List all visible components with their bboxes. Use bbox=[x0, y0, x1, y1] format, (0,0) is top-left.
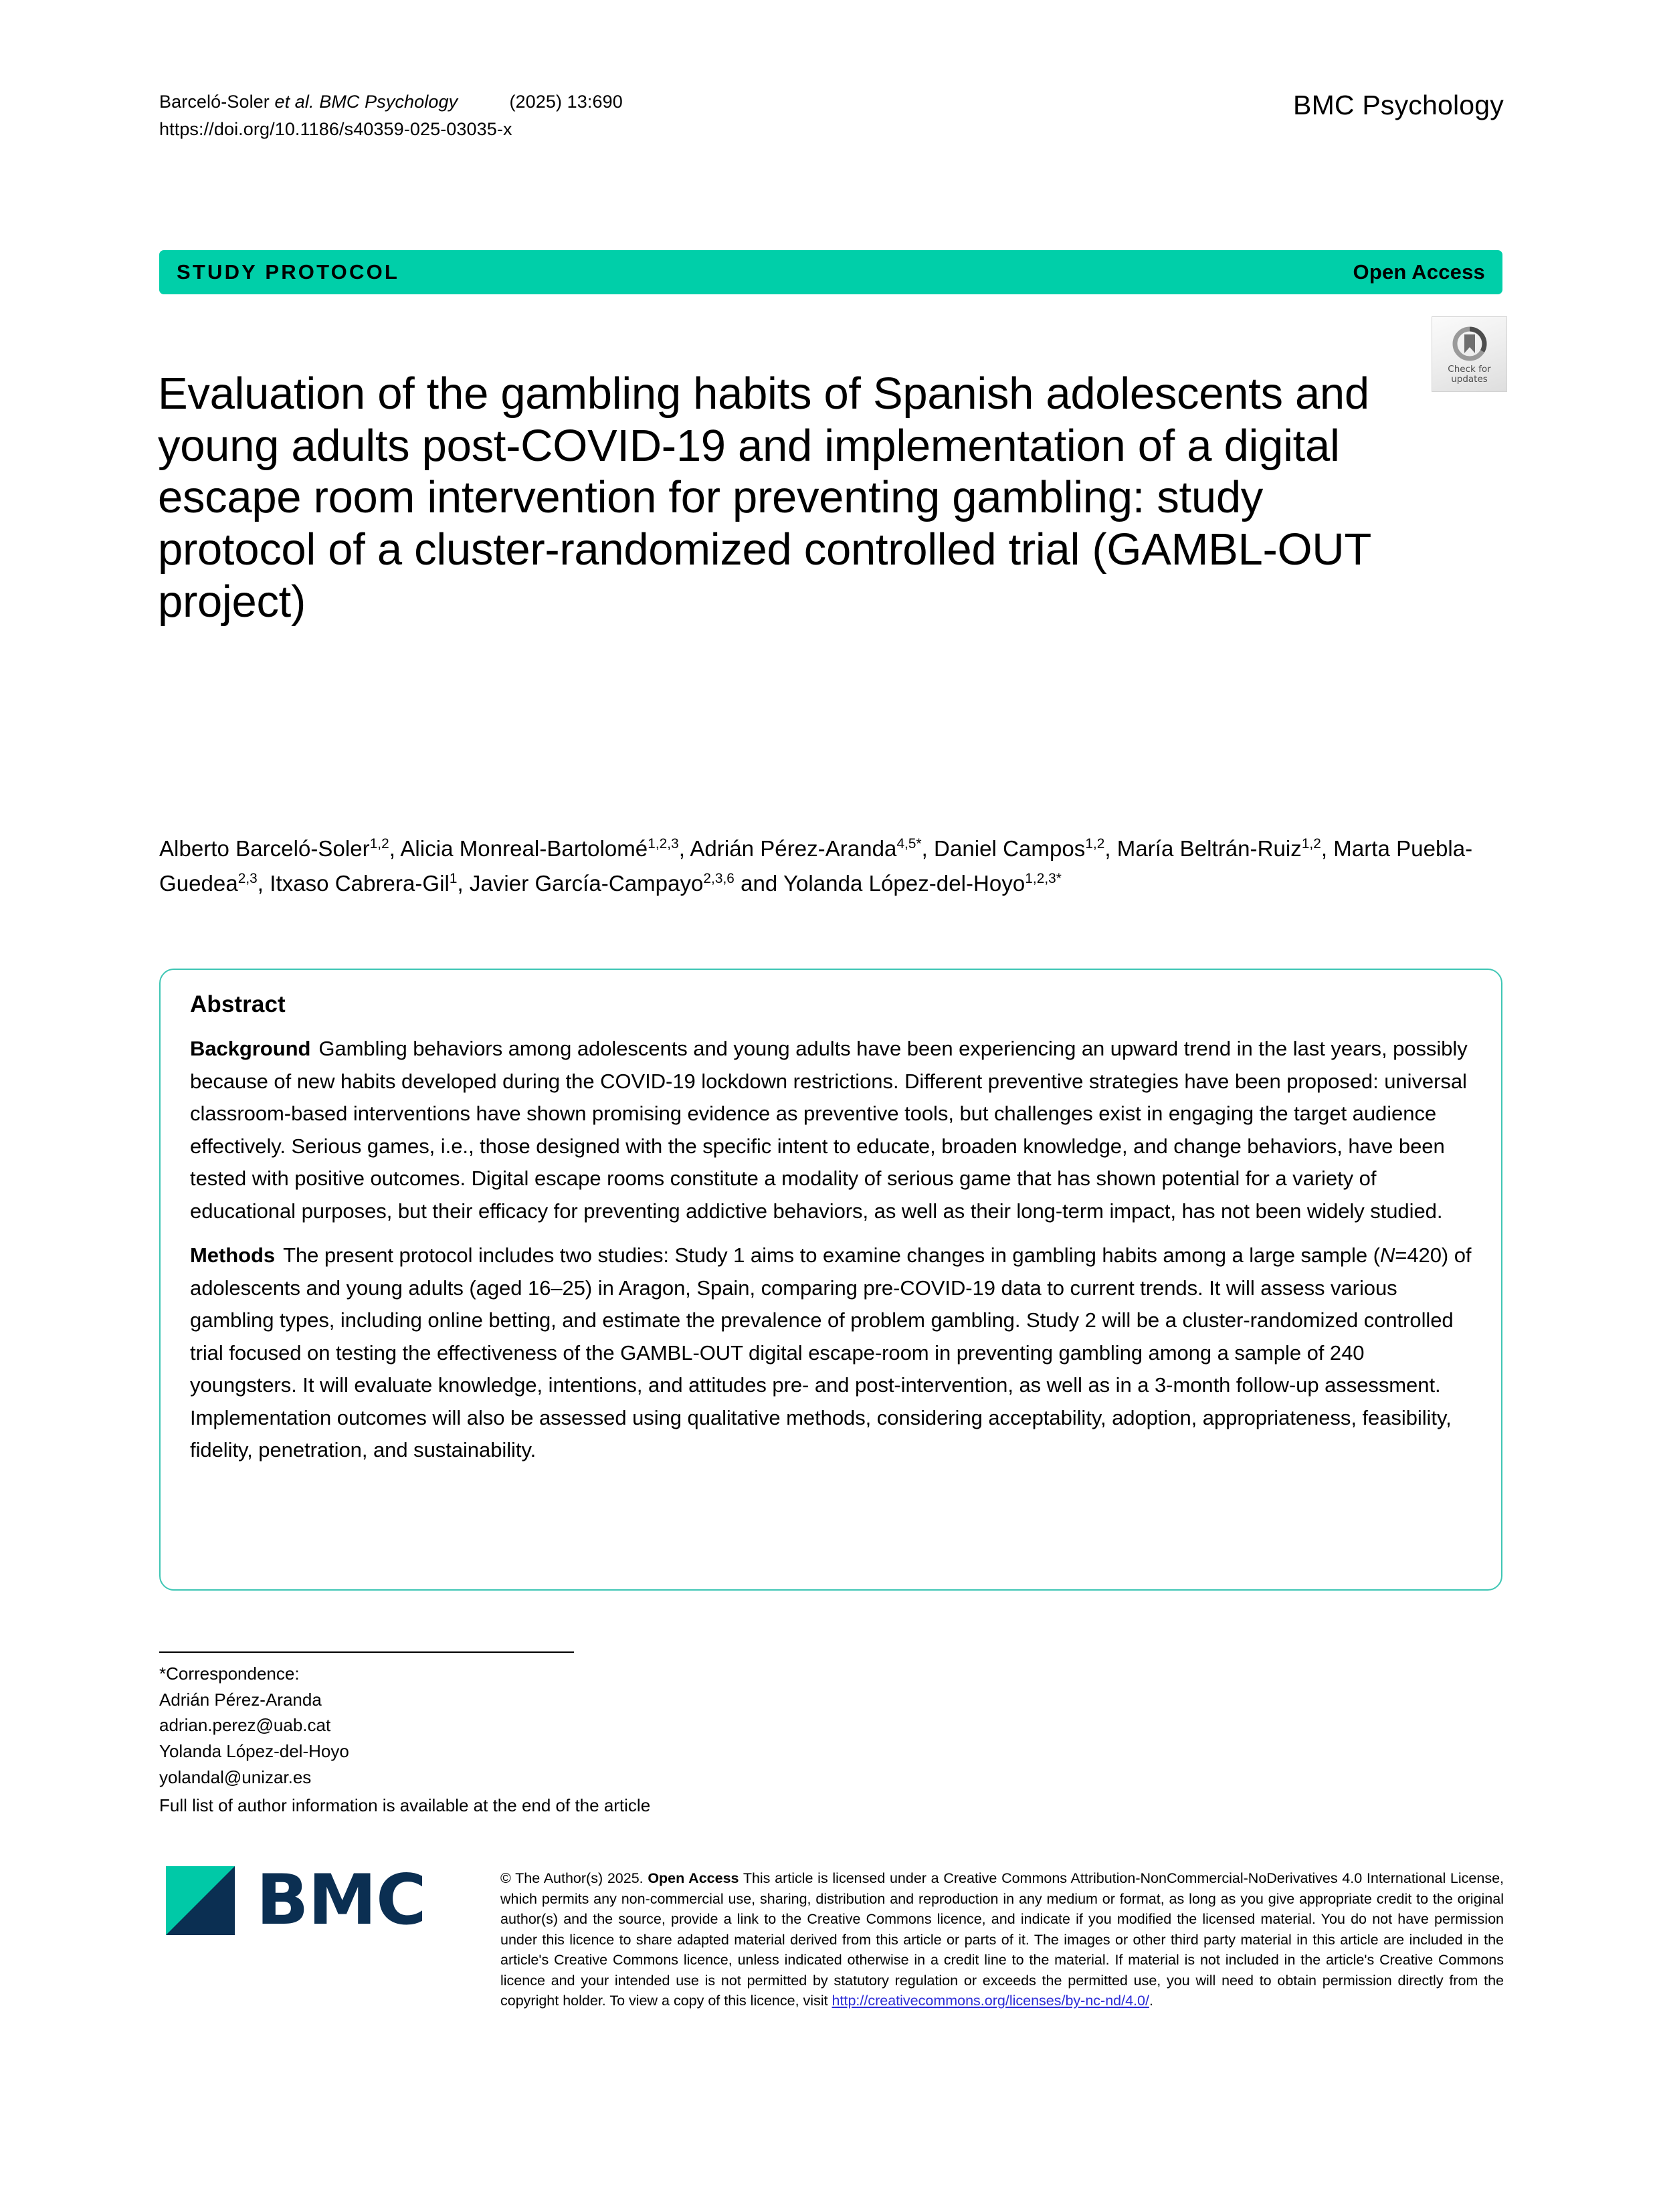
abstract-box bbox=[159, 969, 1502, 1591]
abstract-methods-text-part1: The present protocol includes two studies: Study 1 aims to examine changes in gambling habits among a large sample ( bbox=[283, 1243, 1380, 1267]
crossmark-line-2: updates bbox=[1451, 374, 1488, 385]
license-body: This article is licensed under a Creative Commons Attribution-NonCommercial-NoDerivatives 4.0 International License, which permits any non-commercial use, sharing, distribution and reproduction in any medium or format, as long as you give appropriate credit to the original author(s) and the source, provide a link to the Creative Commons licence, and indicate if you modified the licensed material. You do not have permission under this licence to share adapted material derived from this article or parts of it. The images or other third party material in this article are included in the article's Creative Commons licence, unless indicated otherwise in a credit line to the material. If material is not included in the article's Creative Commons licence and your intended use is not permitted by statutory regulation or exceeds the permitted use, you will need to obtain permission directly from the copyright holder. To view a copy of this licence, visit bbox=[500, 1870, 1504, 2009]
check-for-updates-badge[interactable] bbox=[1432, 316, 1507, 392]
license-text bbox=[500, 1868, 1504, 2011]
abstract-background-label: Background bbox=[190, 1037, 311, 1060]
bmc-logo bbox=[166, 1860, 426, 1941]
full-author-info-note: Full list of author information is available at the end of the article bbox=[159, 1795, 651, 1815]
license-period: . bbox=[1149, 1993, 1153, 2009]
abstract-methods-label: Methods bbox=[190, 1243, 276, 1267]
creative-commons-link[interactable]: http://creativecommons.org/licenses/by-nc-nd/4.0/ bbox=[832, 1993, 1149, 2009]
citation-line bbox=[159, 88, 623, 116]
corresponding-author-1-name: Adrián Pérez-Aranda bbox=[159, 1689, 322, 1710]
crossmark-icon bbox=[1451, 324, 1488, 363]
abstract-background bbox=[190, 1033, 1472, 1227]
correspondence-divider bbox=[159, 1651, 574, 1653]
abstract-methods-sample-symbol: N bbox=[1379, 1243, 1395, 1267]
corresponding-author-2-name: Yolanda López-del-Hoyo bbox=[159, 1741, 349, 1762]
abstract-methods bbox=[190, 1239, 1472, 1467]
crossmark-line-1: Check for bbox=[1448, 363, 1491, 375]
citation-issue: (2025) 13:690 bbox=[509, 92, 623, 112]
corresponding-author-1-email[interactable]: adrian.perez@uab.cat bbox=[159, 1715, 331, 1736]
open-access-banner bbox=[159, 250, 1502, 294]
abstract-heading: Abstract bbox=[190, 991, 286, 1017]
page-title: Evaluation of the gambling habits of Spanish adolescents and young adults post-COVID-19 and implementation of a digital escape room intervention for preventing gambling: study protocol of a cluster-randomized controlled trial (GAMBL-OUT project) bbox=[158, 368, 1371, 627]
correspondence-label: *Correspondence: bbox=[159, 1664, 300, 1684]
bmc-logo-wordmark: BMC bbox=[256, 1860, 426, 1941]
copyright-statement: © The Author(s) 2025. bbox=[500, 1870, 644, 1886]
corresponding-author-2-email[interactable]: yolandal@unizar.es bbox=[159, 1767, 312, 1787]
citation-journal: BMC Psychology bbox=[319, 92, 458, 112]
open-access-label: Open Access bbox=[1353, 260, 1485, 284]
abstract-background-text: Gambling behaviors among adolescents and young adults have been experiencing an upward trend in the last years, possibly because of new habits developed during the COVID-19 lockdown restrictions. Different preventive strategies have been proposed: universal classroom-based interventions have shown promising evidence as preventive tools, but challenges exist in engaging the target audience effectively. Serious games, i.e., those designed with the specific intent to educate, broaden knowledge, and change behaviors, have been tested with positive outcomes. Digital escape rooms constitute a modality of serious game that has shown potential for a variety of educational purposes, but their efficacy for preventing addictive behaviors, as well as their long-term impact, has not been widely studied. bbox=[190, 1037, 1468, 1223]
crossmark-caption bbox=[1448, 365, 1490, 385]
correspondence-block bbox=[159, 1661, 761, 1791]
running-head bbox=[159, 88, 1504, 142]
open-access-bold-label: Open Access bbox=[648, 1870, 739, 1886]
article-type-label: STUDY PROTOCOL bbox=[177, 260, 400, 284]
journal-name: BMC Psychology bbox=[1293, 90, 1504, 120]
abstract-methods-text-part2: =420) of adolescents and young adults (aged 16–25) in Aragon, Spain, comparing pre-COVID-19 data to current trends. It will assess various gambling types, including online betting, and estimate the prevalence of problem gambling. Study 2 will be a cluster-randomized controlled trial focused on testing the effectiveness of the GAMBL-OUT digital escape-room in preventing gambling among a sample of 240 youngsters. It will evaluate knowledge, intentions, and attitudes pre- and post-intervention, as well as in a 3-month follow-up assessment. Implementation outcomes will also be assessed using qualitative methods, considering acceptability, adoption, appropriateness, feasibility, fidelity, penetration, and sustainability. bbox=[190, 1243, 1472, 1462]
author-list: Alberto Barceló-Soler$^{1,2}$, Alicia Monreal-Bartolomé$^{1,2,3}$, Adrián Pérez-Aranda$^{4,5*}$, Daniel Campos$^{1,2}$, María Beltrán-Ruiz$^{1,2}$, Marta Puebla-Guedea$^{2,3}$, Itxaso Cabrera-Gil$^1$, Javier García-Campayo$^{2,3,6}$ and Yolanda López-del-Hoyo$^{1,2,3*}$ bbox=[159, 836, 1473, 896]
citation-authors: Barceló-Soler bbox=[159, 92, 270, 112]
citation-block bbox=[159, 88, 623, 142]
doi-line[interactable]: https://doi.org/10.1186/s40359-025-03035-x bbox=[159, 118, 512, 139]
bmc-logo-mark-icon bbox=[166, 1866, 235, 1935]
citation-etal: et al. bbox=[274, 92, 314, 112]
